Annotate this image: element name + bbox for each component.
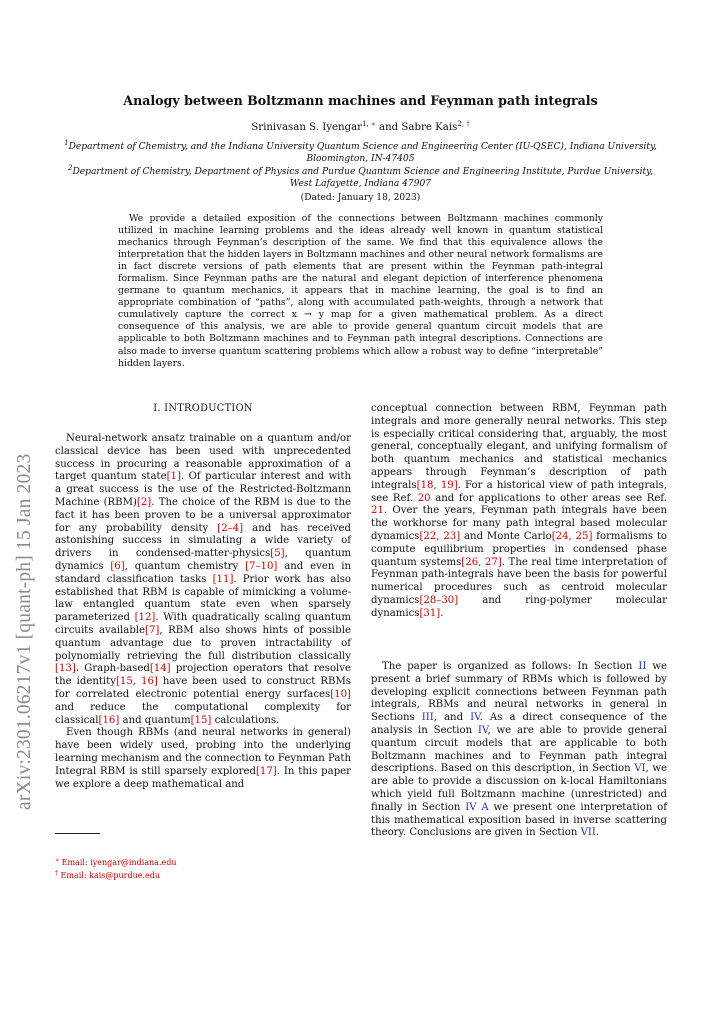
citation-link[interactable]: [2–4] [217, 522, 244, 534]
affiliation: $^1$Department of Chemistry, and the Indiana University Quantum Science and Engineering Center (IU-QSEC), Indiana University, Bloomington, IN-47405 [64, 139, 657, 165]
citation-link[interactable]: [17] [255, 765, 277, 777]
citation-link[interactable]: [28–30] [419, 594, 459, 606]
author-name: Srinivasan S. Iyengar [251, 122, 363, 133]
citation-link[interactable]: [12] [134, 612, 156, 624]
footnote-item: ∗ Email: iyengar@indiana.edu [55, 857, 177, 867]
citation-link[interactable]: [15] [190, 714, 212, 726]
right-column-bottom [371, 661, 667, 840]
citation-link[interactable]: [26, 27] [461, 556, 502, 568]
text-run: . The choice of the RBM is due to the fact it has been proven to be a universal approximator for any probability density [55, 496, 351, 534]
text-run: . The real time interpretation of Feynman path-integrals have been the basis for powerful numerical procedures such as centroid molecular dynamics [371, 556, 667, 606]
text-run: and ring-polymer molecular dynamics [371, 594, 667, 619]
citation-link[interactable]: [7–10] [245, 560, 278, 572]
text-run: , we are able to provide a discussion on k-local Hamiltonians which yield full Boltzmann machine (unrestricted) and finally in Section [371, 763, 667, 813]
citation-link[interactable]: [24, 25] [551, 530, 593, 542]
text-run: calculations. [211, 714, 280, 726]
section-ref-link[interactable]: VI [634, 763, 646, 775]
intro-paragraph [55, 727, 351, 791]
citation-link[interactable]: [7] [145, 624, 160, 636]
citation-link[interactable]: 20 [417, 492, 431, 504]
right-column-top [371, 403, 667, 621]
text-run: conceptual connection between RBM, Feynman path integrals and more generally neural networks. This step is especially critical considering that, arguably, the most general, conceptually elegant, and unifying formalism of both quantum mechanics and statistical mechanics appears through Feynman’s description of path integrals [371, 403, 667, 491]
author-affil-mark: 1, ∗ [362, 120, 376, 128]
date-line: (Dated: January 18, 2023) [300, 193, 421, 203]
text-run: The paper is organized as follows: In Section [382, 661, 639, 672]
footnote-item: † Email: kais@purdue.edu [55, 870, 161, 880]
text-run: we present a brief summary of RBMs which is followed by developing explicit connections between Feynman path integrals, RBMs and neural networks in general in Sections [371, 661, 667, 724]
section-ref-link[interactable]: IV [477, 724, 488, 736]
author-name: Sabre Kais [401, 122, 458, 133]
text-run: Neural-network ansatz trainable on a quantum and/or classical device has been used with unprecedented success in procuring a reasonable approximation of a target quantum state [55, 433, 351, 483]
email-link[interactable]: iyengar@indiana.edu [90, 858, 177, 867]
footnote-rule [55, 833, 100, 834]
text-run: . In this paper we explore a deep mathematical and [55, 765, 352, 790]
paper-title: Analogy between Boltzmann machines and Feynman path integrals [123, 93, 598, 108]
text-run: have been used to construct RBMs for correlated electronic potential energy surfaces [55, 676, 352, 700]
section-heading: I. INTRODUCTION [153, 403, 253, 414]
footnotes [55, 855, 351, 881]
section-ref-link[interactable]: III [421, 712, 434, 724]
text-run: and has received astonishing success in simulating a wide variety of drivers in condensed-matter-physics [55, 522, 351, 560]
section-ref-link[interactable]: IV [470, 712, 480, 724]
text-run: formalisms to compute equilibrium properties in condensed phase quantum systems [371, 530, 667, 568]
citation-link[interactable]: [15, 16] [115, 676, 158, 688]
text-run: and Monte Carlo [460, 530, 552, 542]
body-paragraph [371, 661, 667, 840]
author-separator: and [379, 122, 399, 133]
text-run: and quantum [119, 714, 191, 726]
text-run: . With quadratically scaling quantum circuits available [55, 612, 352, 636]
text-run: and reduce the computational complexity for classical [55, 701, 351, 726]
citation-link[interactable]: [13] [55, 663, 76, 675]
text-run: . Of particular interest and with a great success is the use of the Restricted-Boltzmann Machine (RBM) [55, 471, 351, 508]
text-run: Even though RBMs (and neural networks in general) have been widely used, probing into the underlying learning mechanism and the connection to Feynman Path Integral RBM is still sparsely explored [55, 727, 351, 777]
text-run: we present one interpretation of this mathematical exposition based in inverse scattering theory. Conclusions are given in Section [371, 801, 668, 839]
intro-paragraph [55, 433, 351, 727]
text-run: projection operators that resolve the identity [55, 663, 352, 688]
citation-link[interactable]: [10] [330, 688, 351, 700]
text-run: , and [433, 712, 471, 724]
citation-link[interactable]: [16] [98, 714, 120, 726]
left-column [55, 433, 351, 791]
citation-link[interactable]: 21 [371, 505, 384, 517]
text-run: , RBM also shows hints of possible quantum advantage due to proven intractability of polynomially retrieving the full distribution classically [55, 624, 351, 662]
text-run: . For a historical view of path integrals, see Ref. [371, 479, 667, 504]
citation-link[interactable]: [5] [270, 548, 285, 560]
citation-link[interactable]: [6] [110, 560, 125, 572]
citation-link[interactable]: [11] [212, 573, 234, 585]
author-line [60, 122, 661, 133]
text-run: . As a direct consequence of the analysis in Section [371, 712, 668, 736]
email-link[interactable]: kais@purdue.edu [89, 871, 161, 880]
text-run: , quantum dynamics [55, 548, 351, 572]
text-run: . Graph-based [75, 663, 150, 675]
citation-link[interactable]: [22, 23] [419, 530, 461, 542]
author-affil-mark: 2, † [457, 120, 470, 128]
citation-link[interactable]: [14] [149, 663, 171, 675]
section-ref-link[interactable]: II [638, 661, 647, 672]
body-paragraph [371, 403, 667, 621]
section-ref-link[interactable]: IV A [465, 801, 489, 813]
text-run: . [440, 607, 444, 619]
citation-link[interactable]: [31] [419, 607, 441, 619]
section-ref-link[interactable]: VII [580, 827, 596, 839]
citation-link[interactable]: [18, 19] [416, 479, 458, 491]
text-run: and even in standard classification tasks [55, 560, 351, 585]
affiliation: $^2$Department of Chemistry, Department of Physics and Purdue Quantum Science and Engineering Institute, Purdue University, West Lafayette, Indiana 47907 [67, 164, 654, 190]
abstract: We provide a detailed exposition of the connections between Boltzmann machines commonly utilized in machine learning problems and the ideas already well known in quantum statistical mechanics through Feynman’s description of the same. We find that this equivalence allows the interpretation that the hidden layers in Boltzmann machines and other neural network formalisms are in fact discrete versions of path elements that are present within the Feynman path-integral formalism. Since Feynman paths are the natural and elegant depiction of interference phenomena germane to quantum mechanics, it appears that in machine learning, the goal is to find an appropriate combination of “paths”, along with accumulated path-weights, through a network that cumulatively capture the correct x → y map for a given mathematical problem. As a direct consequence of this analysis, we are able to provide general quantum circuit models that are applicable to both Boltzmann machines and to Feynman path integral descriptions. Connections are also made to inverse quantum scattering problems which allow a robust way to define “interpretable” hidden layers. [118, 213, 603, 369]
text-run: . Prior work has also established that RBM is capable of mimicking a volume-law entangled quantum state even when sparsely parameterized [55, 573, 351, 624]
text-run: . Over the years, Feynman path integrals have been the workhorse for many path integral based molecular dynamics [371, 505, 667, 542]
citation-link[interactable]: [2] [136, 496, 152, 508]
text-run: , quantum chemistry [124, 560, 246, 572]
text-run: . [595, 827, 600, 839]
citation-link[interactable]: [1] [166, 471, 181, 483]
text-run: , we are able to provide general quantum circuit models that are applicable to both Boltzmann machines and to Feynman path integral descriptions. Based on this description, in Section [371, 724, 667, 775]
text-run: and for applications to other areas see Ref. [430, 492, 667, 504]
arxiv-identifier-stamp: arXiv:2301.06217v1 [quant-ph] 15 Jan 2023 [14, 453, 35, 810]
